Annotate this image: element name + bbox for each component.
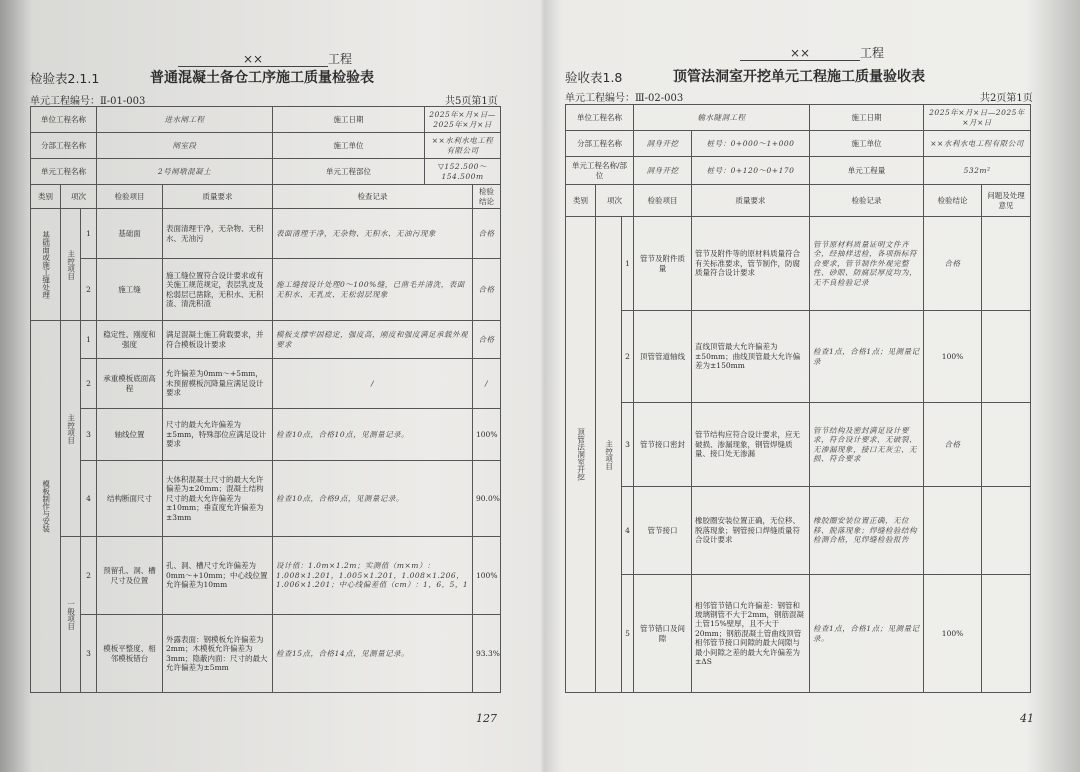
table-row <box>31 321 501 359</box>
row-record: 检查15点，合格14点，见测量记录。 <box>273 615 473 693</box>
row-item: 管节及附件质量 <box>634 217 692 311</box>
unit-number: 单元工程编号：Ⅲ-02-003 <box>565 93 684 104</box>
row-requirement: 尺寸的最大允许偏差为±5mm，特殊部位应满足设计要求 <box>163 409 273 461</box>
table-row <box>31 409 501 461</box>
row-seq: 2 <box>622 311 634 403</box>
label-unit-name: 单元工程名称/部位 <box>566 157 634 185</box>
row-seq: 1 <box>81 321 97 359</box>
row-record: 检查1点，合格1点；见测量记录。 <box>810 575 924 693</box>
header-category: 类别 <box>31 185 61 209</box>
value-division: 闸室段 <box>97 133 273 159</box>
row-result: 合格 <box>473 259 501 321</box>
header-requirement: 质量要求 <box>163 185 273 209</box>
form-title: 普通混凝土备仓工序施工质量检验表 <box>150 70 374 86</box>
label-unit-name: 单元工程名称 <box>31 159 97 185</box>
value-unit-name: 2号闸墩混凝土 <box>97 159 273 185</box>
value-contractor: ××水利水电工程有限公司 <box>425 133 501 159</box>
project-suffix: 工程 <box>328 52 353 66</box>
acceptance-table-right <box>565 104 1031 693</box>
page-number: 127 <box>476 712 497 725</box>
value-unit-name-a: 洞身开挖 <box>634 157 692 185</box>
table-row <box>31 209 501 259</box>
label-unit-project: 单位工程名称 <box>31 107 97 133</box>
value-unit-name-b: 桩号：0+120～0+170 <box>692 157 810 185</box>
subcategory-main: 主控项目 <box>61 209 81 321</box>
row-seq: 5 <box>622 575 634 693</box>
row-result: 93.3% <box>473 615 501 693</box>
label-division: 分部工程名称 <box>31 133 97 159</box>
row-record: 设计值：1.0m×1.2m；实测值（m×m）：1.008×1.201，1.005×1.201，1.008×1.206，1.006×1.201；中心线偏差值（cm）：1，6，5，1 <box>273 537 473 615</box>
row-record: 施工缝按设计处理0～100%缝，已凿毛并清洗，表面无积水、无乳皮、无松弱层现象 <box>273 259 473 321</box>
row-seq: 3 <box>81 409 97 461</box>
project-name-blank: ×× <box>178 52 328 67</box>
header-record: 检查记录 <box>273 185 473 209</box>
row-record: 表面清理干净，无杂物、无积水、无油污现象 <box>273 209 473 259</box>
row-record: 检查1点，合格1点；见测量记录 <box>810 311 924 403</box>
label-contractor: 施工单位 <box>273 133 425 159</box>
row-item: 顶管管道轴线 <box>634 311 692 403</box>
project-name-line <box>740 44 884 61</box>
subcategory-general: 一般项目 <box>61 537 81 693</box>
row-result: 100% <box>473 537 501 615</box>
inspection-table-left <box>30 106 501 693</box>
header-note: 问题及处理意见 <box>982 185 1031 217</box>
row-result: 100% <box>924 575 982 693</box>
value-contractor: ××水利水电工程有限公司 <box>924 131 1031 157</box>
header-record: 检验记录 <box>810 185 924 217</box>
page-info: 共2页第1页 <box>980 93 1033 104</box>
form-title: 顶管法洞室开挖单元工程施工质量验收表 <box>673 69 925 85</box>
row-item: 施工缝 <box>97 259 163 321</box>
row-result: 100% <box>473 409 501 461</box>
label-date: 施工日期 <box>273 107 425 133</box>
value-unit-project: 输水隧洞工程 <box>634 105 810 131</box>
row-item: 预留孔、洞、槽尺寸及位置 <box>97 537 163 615</box>
form-code: 验收表1.8 <box>565 70 623 85</box>
row-requirement: 孔、洞、槽尺寸允许偏差为0mm～+10mm；中心线位置允许偏差为10mm <box>163 537 273 615</box>
row-record: 检查10点，合格10点，见测量记录。 <box>273 409 473 461</box>
row-seq: 1 <box>81 209 97 259</box>
project-name-line <box>178 50 352 67</box>
row-requirement: 施工缝位置符合设计要求或有关施工规范规定，表层乳皮及松弱层已凿除，无积水、无积渣、清洗积渣 <box>163 259 273 321</box>
value-date: 2025年×月×日—2025年×月×日 <box>425 107 501 133</box>
row-requirement: 直线顶管最大允许偏差为±50mm；曲线顶管最大允许偏差为±150mm <box>692 311 810 403</box>
table-row <box>31 259 501 321</box>
subcategory-main: 主控项目 <box>596 217 622 693</box>
table-row <box>566 217 1031 311</box>
subcategory-main-formwork: 主控项目 <box>61 321 81 537</box>
row-requirement: 大体积混凝土尺寸的最大允许偏差为±20mm；混凝土结构尺寸的最大允许偏差为±10mm；垂直度允许偏差为±3mm <box>163 461 273 537</box>
unit-number: 单元工程编号：Ⅱ-01-003 <box>30 96 146 107</box>
row-seq: 2 <box>81 537 97 615</box>
row-item: 稳定性、刚度和强度 <box>97 321 163 359</box>
category-foundation: 基础面或施工缝处理 <box>31 209 61 321</box>
row-requirement: 满足混凝土施工荷载要求，并符合模板设计要求 <box>163 321 273 359</box>
table-row <box>566 311 1031 403</box>
row-note <box>982 311 1031 403</box>
project-suffix: 工程 <box>860 46 885 60</box>
row-note <box>982 487 1031 575</box>
row-seq: 3 <box>622 403 634 487</box>
page-number: 41 <box>1020 712 1034 725</box>
row-item: 结构断面尺寸 <box>97 461 163 537</box>
row-result: 合格 <box>924 403 982 487</box>
row-item: 管节接口密封 <box>634 403 692 487</box>
row-requirement: 管节及附件等的原材料质量符合有关标准要求，管节制作，防腐质量符合设计要求 <box>692 217 810 311</box>
row-note <box>982 575 1031 693</box>
value-unit-location: ▽152.500～154.500m <box>425 159 501 185</box>
row-seq: 4 <box>81 461 97 537</box>
row-seq: 1 <box>622 217 634 311</box>
label-unit-location: 单元工程部位 <box>273 159 425 185</box>
row-record: 管节结构及密封满足设计要求，符合设计要求，无破裂、无渗漏现象，接口无灰尘、无损、符合要求 <box>810 403 924 487</box>
value-quantity: 532m² <box>924 157 1031 185</box>
row-item: 基础面 <box>97 209 163 259</box>
value-date: 2025年×月×日—2025年×月×日 <box>924 105 1031 131</box>
header-category: 类别 <box>566 185 596 217</box>
header-seq: 项次 <box>61 185 97 209</box>
row-record: 模板支撑牢固稳定，强度高，刚度和强度满足承载外观要求 <box>273 321 473 359</box>
header-result: 检验结论 <box>924 185 982 217</box>
row-item: 管节接口 <box>634 487 692 575</box>
row-record: 橡胶圈安装位置正确，无位移、脱落现象；焊缝检验结构检测合格，见焊缝检验报告 <box>810 487 924 575</box>
row-requirement: 允许偏差为0mm～+5mm，未预留模板沉降量应满足设计要求 <box>163 359 273 409</box>
table-row <box>31 615 501 693</box>
row-record: 管节原材料质量证明文件齐全，经抽样送检，各项指标符合要求，管节制作外观完整性、砂眼、防腐层厚度均为，无不良检验记录 <box>810 217 924 311</box>
row-item: 轴线位置 <box>97 409 163 461</box>
label-contractor: 施工单位 <box>810 131 924 157</box>
left-page <box>0 0 535 772</box>
row-result: 合格 <box>473 209 501 259</box>
row-requirement: 外露表面：钢模板允许偏差为2mm；木模板允许偏差为3mm；隐蔽内面：尺寸的最大允许偏差为±5mm <box>163 615 273 693</box>
row-item: 管节错口及间隙 <box>634 575 692 693</box>
row-record: / <box>273 359 473 409</box>
row-item: 模板平整度、相邻模板错台 <box>97 615 163 693</box>
project-name-blank: ×× <box>740 46 860 61</box>
row-record: 检查10点，合格9点，见测量记录。 <box>273 461 473 537</box>
row-requirement: 表面清理干净，无杂物、无积水、无油污 <box>163 209 273 259</box>
table-row <box>566 487 1031 575</box>
row-requirement: 管节结构应符合设计要求，应无破损、渗漏现象，钢管焊缝质量、接口处无渗漏 <box>692 403 810 487</box>
label-date: 施工日期 <box>810 105 924 131</box>
row-result <box>924 487 982 575</box>
header-seq: 项次 <box>596 185 634 217</box>
category-formwork: 模板制作与安装 <box>31 321 61 693</box>
row-result: 合格 <box>473 321 501 359</box>
table-row <box>31 359 501 409</box>
row-seq: 2 <box>81 259 97 321</box>
row-result: 合格 <box>924 217 982 311</box>
page-info: 共5页第1页 <box>445 96 498 107</box>
header-requirement: 质量要求 <box>692 185 810 217</box>
label-division: 分部工程名称 <box>566 131 634 157</box>
header-item: 检验项目 <box>97 185 163 209</box>
row-note <box>982 403 1031 487</box>
value-division-b: 桩号：0+000～1+000 <box>692 131 810 157</box>
label-unit-project: 单位工程名称 <box>566 105 634 131</box>
row-result: / <box>473 359 501 409</box>
category-pipe-jacking: 顶管法洞室开挖 <box>566 217 596 693</box>
form-code: 检验表2.1.1 <box>30 71 100 86</box>
table-row <box>566 403 1031 487</box>
header-item: 检验项目 <box>634 185 692 217</box>
row-seq: 2 <box>81 359 97 409</box>
value-unit-project: 进水闸工程 <box>97 107 273 133</box>
table-row <box>31 461 501 537</box>
right-page <box>540 0 1080 772</box>
row-item: 承重模板底面高程 <box>97 359 163 409</box>
table-row <box>566 575 1031 693</box>
label-quantity: 单元工程量 <box>810 157 924 185</box>
row-requirement: 相邻管节错口允许偏差：钢管和玻璃钢管不大于2mm，钢筋混凝土管15%壁厚，且不大于20mm；钢筋混凝土管曲线顶管相邻管节接口间隙的最大间隙与最小间隙之差的最大允许偏差为±ΔS <box>692 575 810 693</box>
row-result: 100% <box>924 311 982 403</box>
header-result: 检验结论 <box>473 185 501 209</box>
row-result: 90.0% <box>473 461 501 537</box>
row-seq: 4 <box>622 487 634 575</box>
table-row <box>31 537 501 615</box>
value-division-a: 洞身开挖 <box>634 131 692 157</box>
row-seq: 3 <box>81 615 97 693</box>
row-requirement: 橡胶圈安装位置正确，无位移、脱落现象；钢管接口焊缝质量符合设计要求 <box>692 487 810 575</box>
row-note <box>982 217 1031 311</box>
